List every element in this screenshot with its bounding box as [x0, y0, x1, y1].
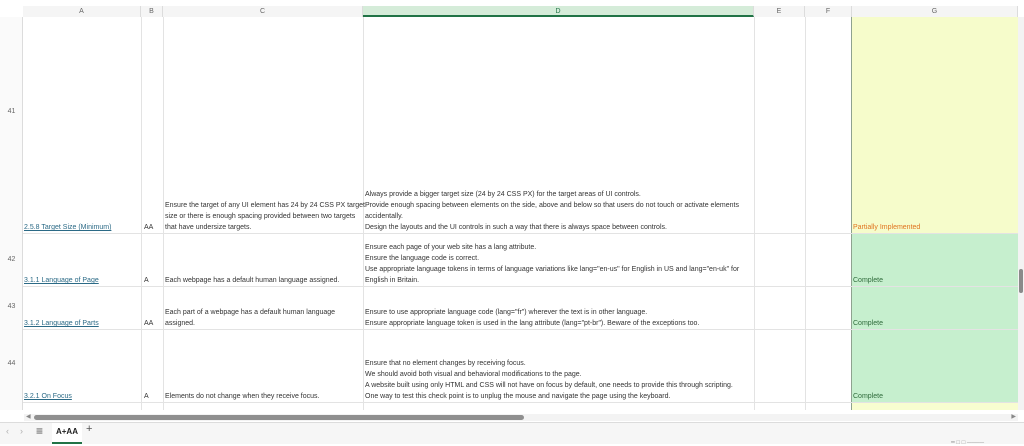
horizontal-scrollbar[interactable] — [24, 414, 1018, 421]
row-header-42[interactable]: 42 — [0, 234, 23, 287]
row-header-43[interactable]: 43 — [0, 287, 23, 330]
sheet-tab-a-aa[interactable]: A+AA — [52, 423, 82, 444]
sheet-tab-bar — [0, 422, 1024, 444]
guidance-cell-41[interactable]: Always provide a bigger target size (24 by 24 CSS PX) for the target areas of UI controls. Provide enough spacing between elements on the side, above and below so that users do not touch or activate elements accidentally. Design the layouts and the UI controls in such a way that there is always space between controls. — [365, 191, 739, 231]
column-header-c[interactable]: C — [163, 6, 363, 17]
description-cell-41[interactable]: Ensure the target of any UI element has 24 by 24 CSS PX target size or there is enough spacing provided between two targets that have undersize targets. — [165, 202, 366, 231]
criterion-cell-44[interactable]: 3.2.1 On Focus — [24, 393, 72, 400]
vertical-scroll-thumb[interactable] — [1019, 269, 1023, 293]
row-header-41[interactable]: 41 — [0, 17, 23, 234]
row-header-44[interactable]: 44 — [0, 330, 23, 403]
column-header-f[interactable]: F — [805, 6, 852, 17]
guidance-cell-43[interactable]: Ensure to use appropriate language code (lang="fr") wherever the text is in other language. Ensure appropriate language token is used in the lang attribute (lang="pt-br"). Beware of the exceptions too. — [365, 309, 700, 327]
hamburger-icon[interactable]: ≡ — [36, 424, 44, 438]
level-cell-41[interactable]: AA — [144, 224, 154, 231]
column-header-g[interactable]: G — [852, 6, 1018, 17]
vertical-scrollbar[interactable] — [1018, 17, 1024, 410]
status-text-41: Partially Implemented — [853, 224, 921, 231]
level-cell-42[interactable]: A — [144, 277, 149, 284]
guidance-cell-42[interactable]: Ensure each page of your web site has a lang attribute. Ensure the language code is correct. Use appropriate language tokens in terms of language variations like lang="en-us" for English in US and lang="en-uk" for English in Britain. — [365, 244, 740, 284]
criterion-cell-43[interactable]: 3.1.2 Language of Parts — [24, 320, 99, 327]
status-bar-controls: ━ □ □ ──── — [951, 440, 984, 446]
next-sheet-icon[interactable]: › — [20, 426, 23, 436]
description-cell-43[interactable]: Each part of a webpage has a default human language assigned. — [165, 309, 336, 327]
status-text-43: Complete — [853, 320, 883, 327]
level-cell-43[interactable]: AA — [144, 320, 154, 327]
scroll-left-icon[interactable]: ◀ — [26, 414, 31, 420]
criterion-cell-42[interactable]: 3.1.1 Language of Page — [24, 277, 99, 284]
level-cell-44[interactable]: A — [144, 393, 149, 400]
row-header-45[interactable] — [0, 403, 23, 410]
description-cell-44[interactable]: Elements do not change when they receive focus. — [165, 393, 320, 400]
scroll-right-icon[interactable]: ▶ — [1011, 414, 1016, 420]
column-header-a[interactable]: A — [23, 6, 141, 17]
guidance-cell-44[interactable]: Ensure that no element changes by receiving focus. We should avoid both visual and behavioral modifications to the page. A website built using only HTML and CSS will not have on focus by default, one needs to provide this through scripting. One way to test this check point is to unplug the mouse and navigate the page using the keyboard. — [365, 360, 733, 400]
plus-icon[interactable]: + — [86, 423, 93, 435]
status-cell-45[interactable] — [852, 403, 1018, 410]
description-cell-42[interactable]: Each webpage has a default human language assigned. — [165, 277, 340, 284]
column-header-d[interactable]: D — [363, 6, 754, 17]
column-header-e[interactable]: E — [754, 6, 805, 17]
status-text-42: Complete — [853, 277, 883, 284]
criterion-cell-41[interactable]: 2.5.8 Target Size (Minimum) — [24, 224, 112, 231]
horizontal-scroll-thumb[interactable] — [34, 415, 524, 420]
status-cell-41[interactable] — [852, 17, 1018, 234]
previous-sheet-icon[interactable]: ‹ — [6, 426, 9, 436]
column-header-b[interactable]: B — [141, 6, 163, 17]
column-header-row — [0, 6, 1024, 17]
status-text-44: Complete — [853, 393, 883, 400]
